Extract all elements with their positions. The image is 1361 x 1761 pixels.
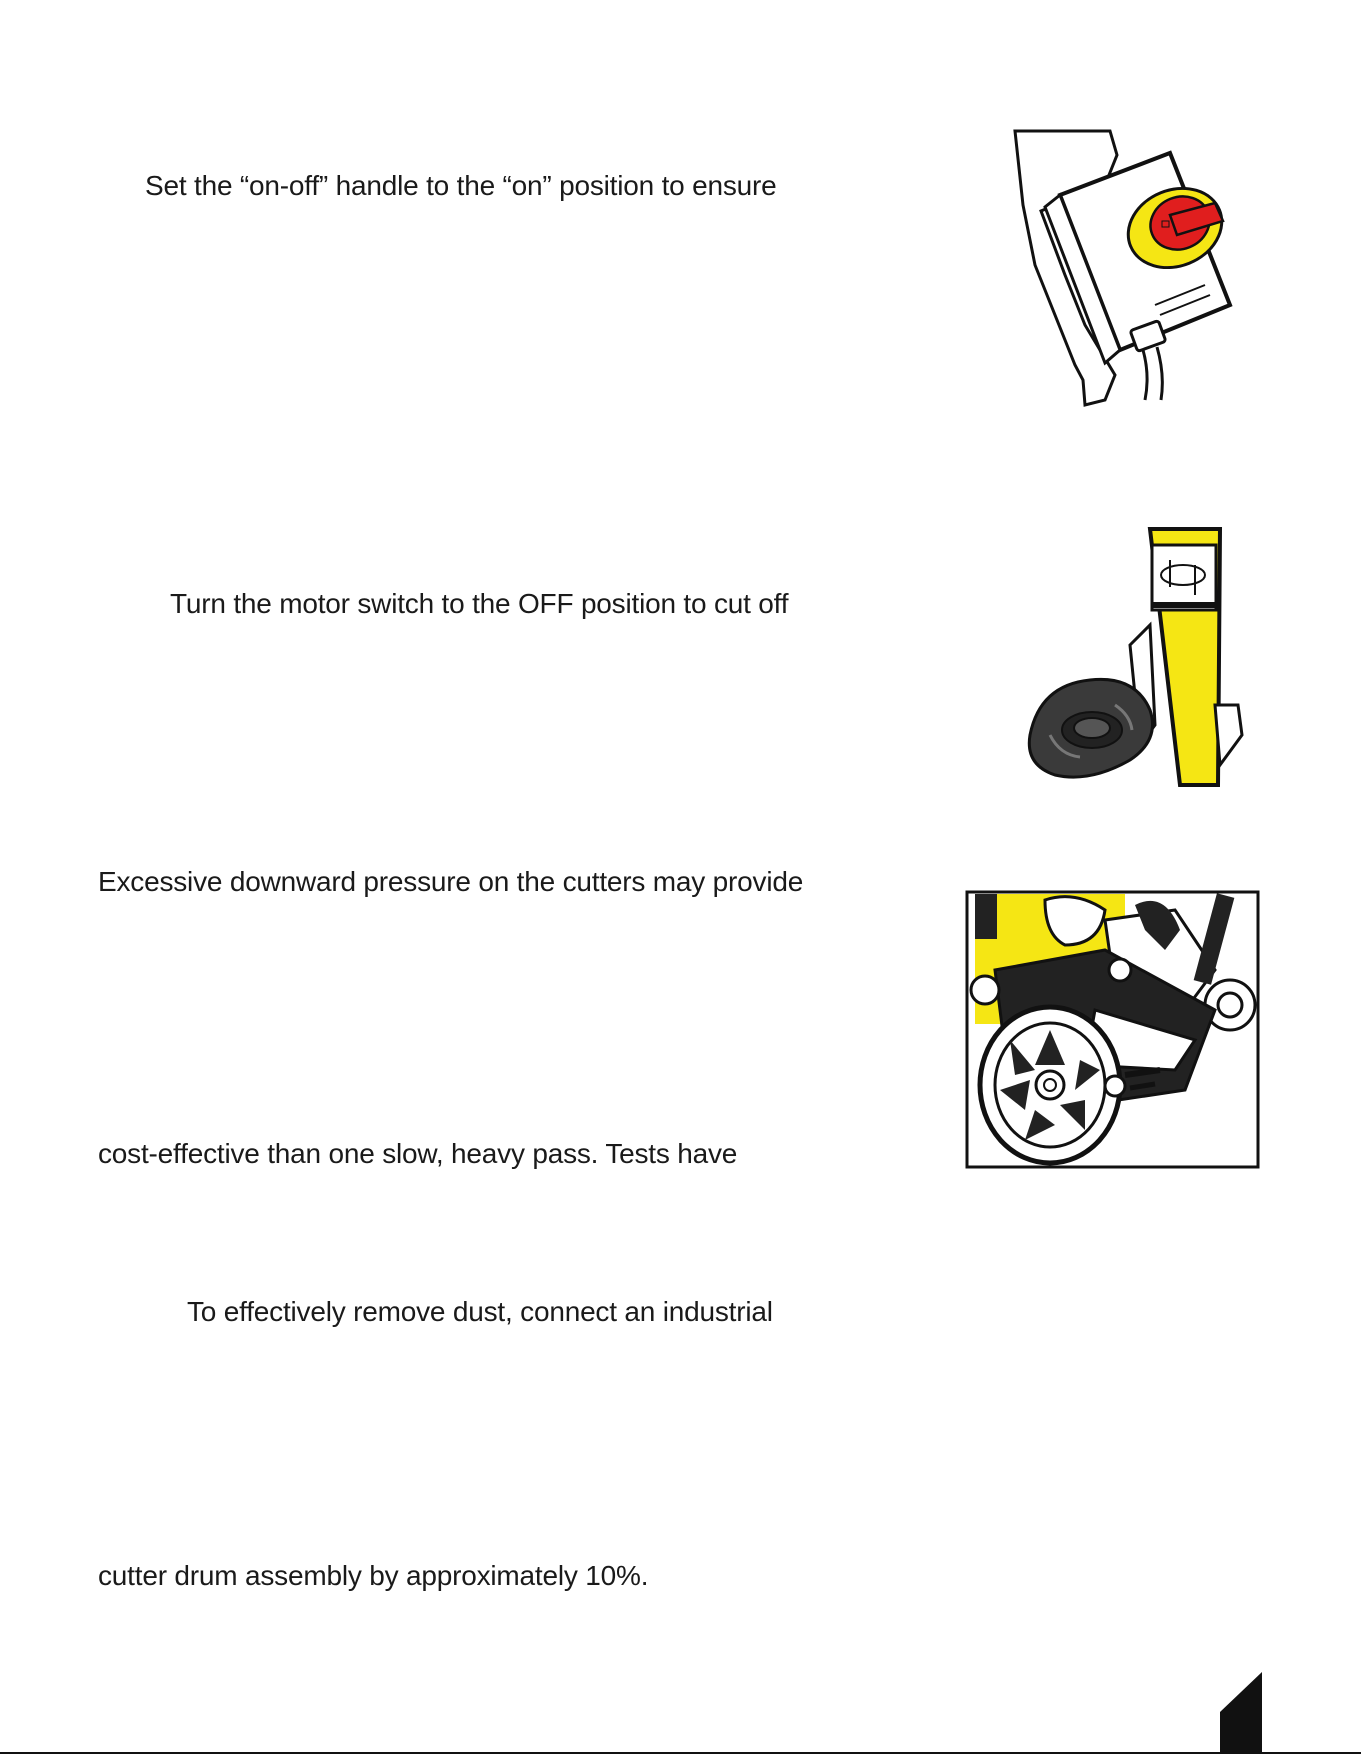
page-tab-marker: [1220, 1672, 1265, 1754]
instruction-line-2: Turn the motor switch to the OFF position to cut off: [170, 588, 789, 619]
instruction-line-4: cost-effective than one slow, heavy pass. Tests have: [98, 1138, 738, 1169]
instruction-line-6: cutter drum assembly by approximately 10%.: [98, 1560, 649, 1591]
bottom-rule: [0, 1752, 1361, 1754]
instruction-line-3: Excessive downward pressure on the cutters may provide: [98, 866, 804, 897]
instruction-line-5: To effectively remove dust, connect an industrial: [187, 1296, 773, 1327]
instruction-line-1: Set the “on-off” handle to the “on” position to ensure: [145, 170, 777, 201]
cutter-drum-illustration: [965, 890, 1260, 1170]
motor-switch-illustration: [1020, 525, 1255, 790]
switch-box-illustration: [1005, 125, 1255, 410]
